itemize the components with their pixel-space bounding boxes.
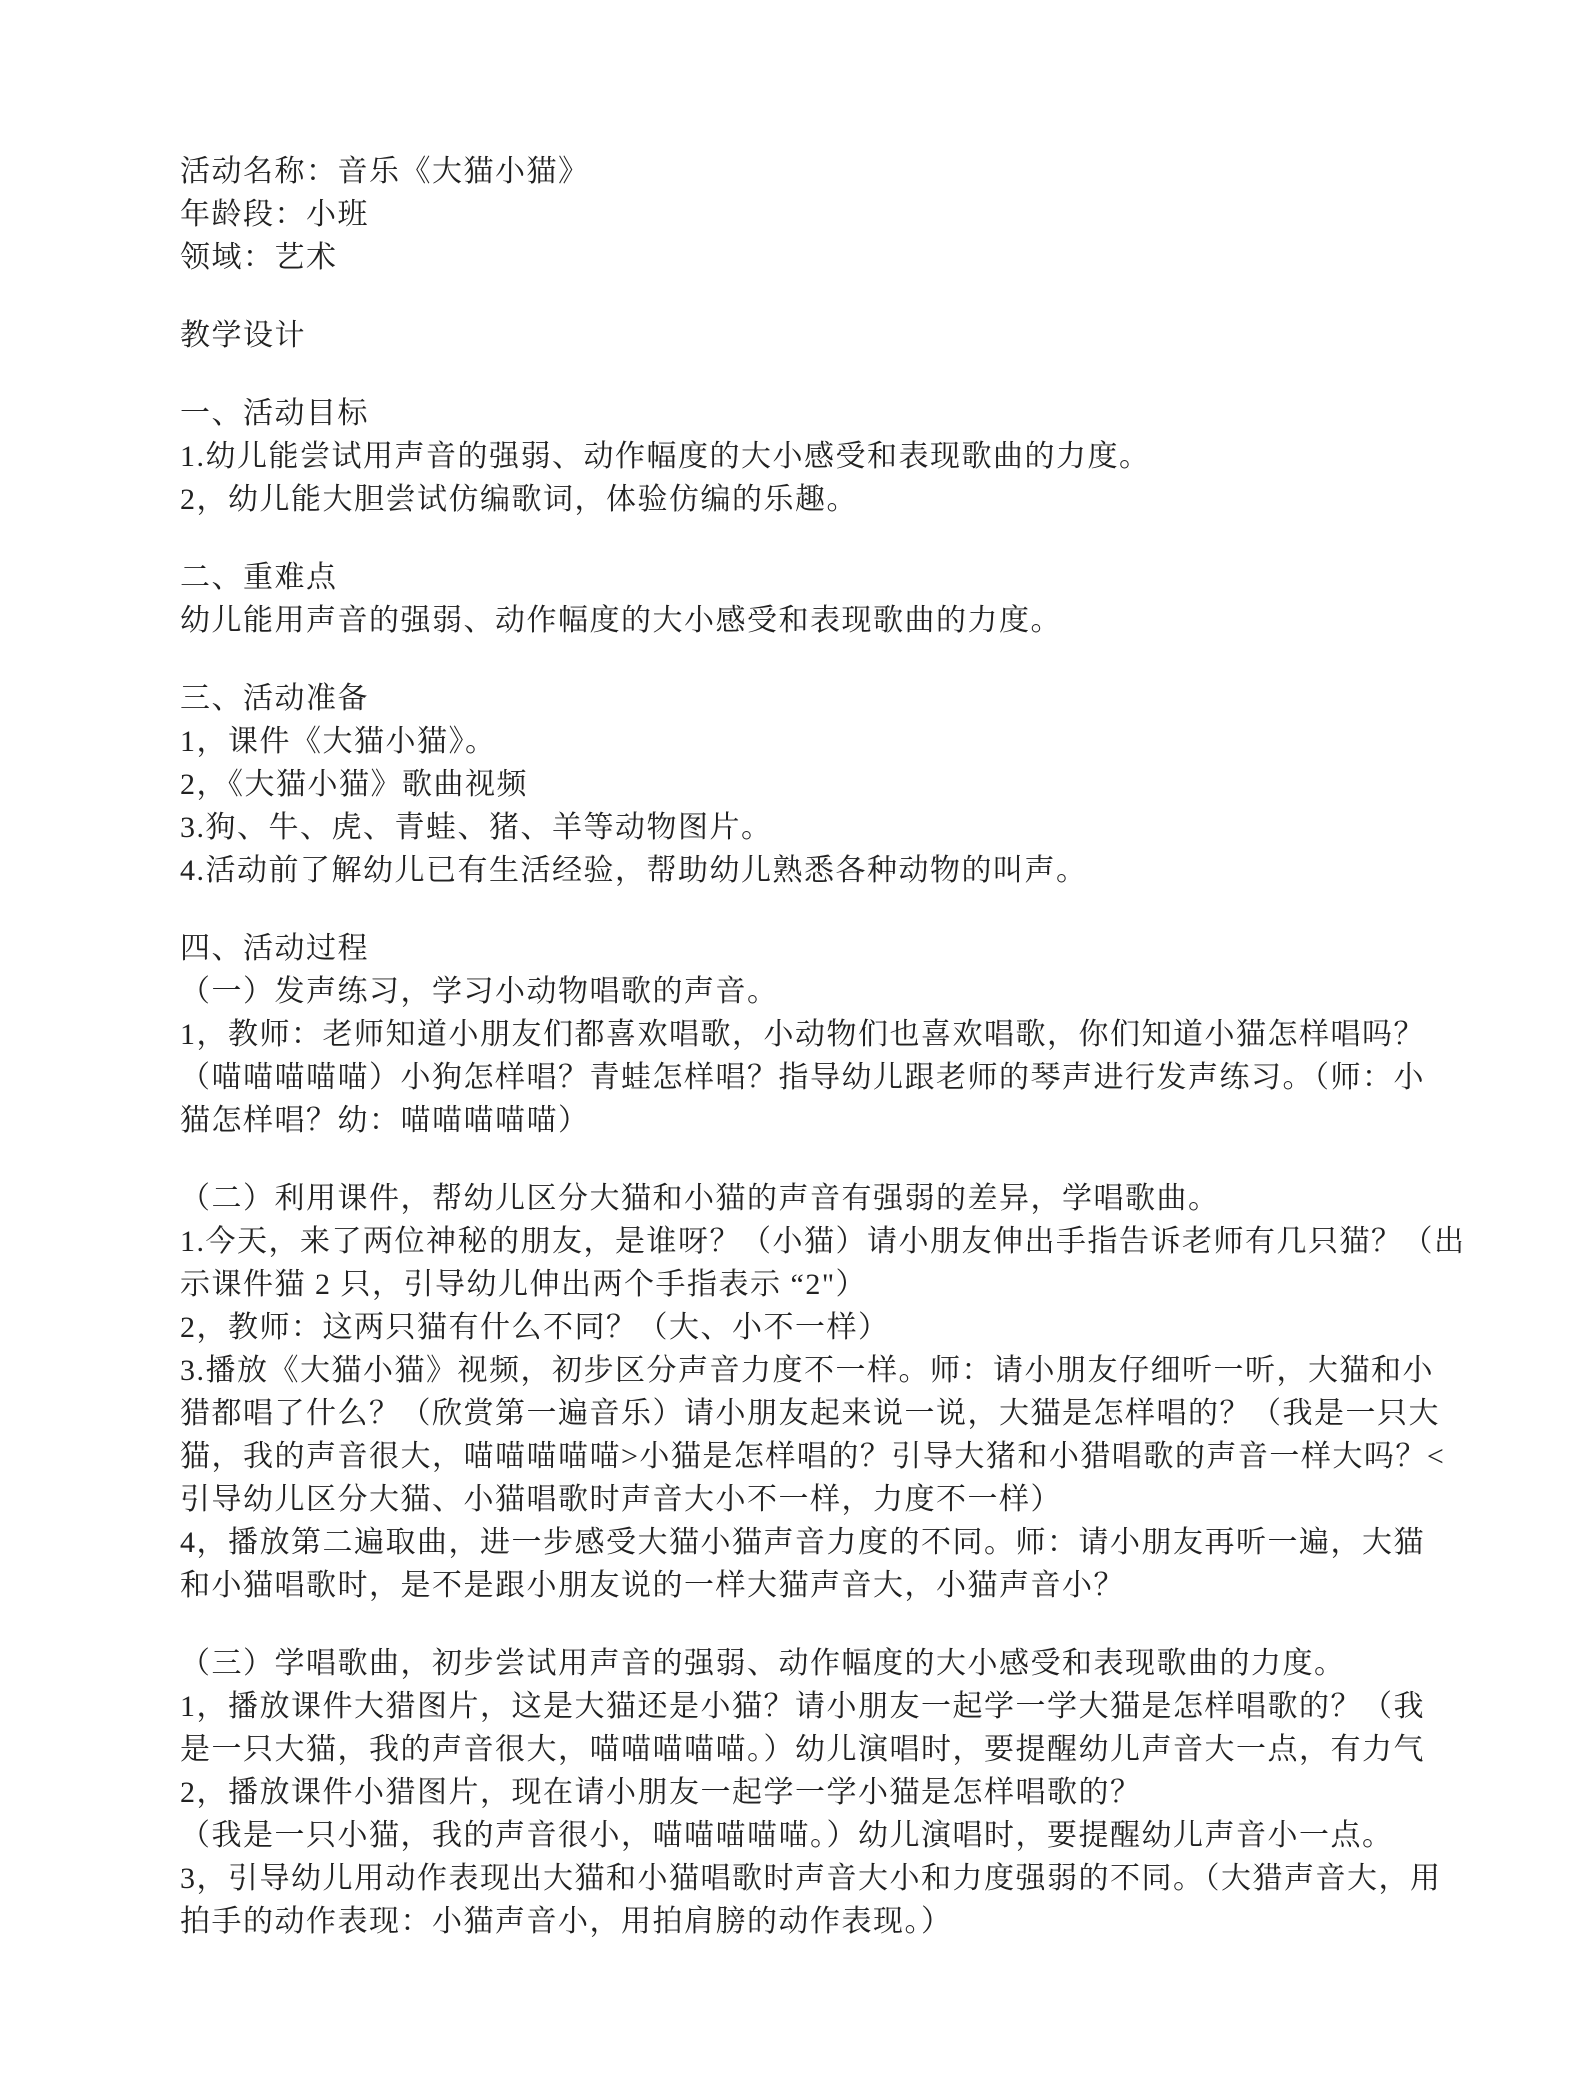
meta-domain: 领域：艺术 [180,241,338,274]
section-heading: （三）学唱歌曲，初步尝试用声音的强弱、动作幅度的大小感受和表现歌曲的力度。 [180,1647,1346,1680]
text-line: 2，教师：这两只猫有什么不同？（大、小不一样） [180,1311,890,1344]
text-line: 4，播放第二遍取曲，进一步感受大猫小猫声音力度的不同。师：请小朋友再听一遍，大猫 [180,1526,1425,1559]
text-line: 拍手的动作表现：小猫声音小，用拍肩膀的动作表现。） [180,1905,953,1938]
text-line: 引导幼儿区分大猫、小猫唱歌时声音大小不一样，力度不一样） [180,1483,1062,1516]
text-line: 2，幼儿能大胆尝试仿编歌词，体验仿编的乐趣。 [180,483,858,516]
text-line: 2，播放课件小猎图片，现在请小朋友一起学一学小猫是怎样唱歌的？ [180,1776,1142,1809]
text-line: 猎都唱了什么？（欣赏第一遍音乐）请小朋友起来说一说，大猫是怎样唱的？（我是一只大 [180,1397,1440,1430]
document-content [180,150,1466,1978]
text-line: 是一只大猫，我的声音很大，喵喵喵喵喵。）幼儿演唱时，要提醒幼儿声音大一点，有力气 [180,1733,1425,1766]
section-heading: 一、活动目标 [180,397,369,430]
text-line: （一）发声练习，学习小动物唱歌的声音。 [180,975,779,1008]
text-line: （喵喵喵喵喵）小狗怎样唱？青蛙怎样唱？指导幼儿跟老师的琴声进行发声练习。（师：小 [180,1061,1425,1094]
section-heading: 二、重难点 [180,561,338,594]
section-heading: 四、活动过程 [180,932,369,965]
text-line: 1，课件《大猫小猫》。 [180,725,497,758]
doc-title: 教学设计 [180,319,306,352]
section-heading: 三、活动准备 [180,682,369,715]
text-line: 1.今天，来了两位神秘的朋友，是谁呀？（小猫）请小朋友伸出手指告诉老师有几只猫？（出 [180,1225,1466,1258]
section-heading: （二）利用课件，帮幼儿区分大猫和小猫的声音有强弱的差异，学唱歌曲。 [180,1182,1220,1215]
section-goals [180,392,1420,521]
doc-meta [180,150,1420,279]
text-line: 示课件猫 2 只，引导幼儿伸出两个手指表示 “2"） [180,1268,868,1301]
section-process-part3 [180,1642,1442,1943]
text-line: 1.幼儿能尝试用声音的强弱、动作幅度的大小感受和表现歌曲的力度。 [180,440,1151,473]
doc-title-block [180,314,1420,357]
text-line: 1，教师：老师知道小朋友们都喜欢唱歌，小动物们也喜欢唱歌，你们知道小猫怎样唱吗？ [180,1018,1425,1051]
text-line: 3.播放《大猫小猫》视频，初步区分声音力度不一样。师：请小朋友仔细听一听，大猫和小 [180,1354,1434,1387]
text-line: （我是一只小猫，我的声音很小，喵喵喵喵喵。）幼儿演唱时，要提醒幼儿声音小一点。 [180,1819,1394,1852]
text-line: 4.活动前了解幼儿已有生活经验，帮助幼儿熟悉各种动物的叫声。 [180,854,1088,887]
text-line: 2，《大猫小猫》歌曲视频 [180,768,528,801]
section-preparation [180,677,1420,892]
meta-activity-name: 活动名称：音乐《大猫小猫》 [180,155,590,188]
text-line: 3，引导幼儿用动作表现出大猫和小猫唱歌时声音大小和力度强弱的不同。（大猎声音大，用 [180,1862,1442,1895]
text-line: 和小猫唱歌时，是不是跟小朋友说的一样大猫声音大，小猫声音小？ [180,1569,1125,1602]
section-process-part2 [180,1177,1466,1607]
section-key-points [180,556,1420,642]
text-line: 猫怎样唱？幼：喵喵喵喵喵） [180,1104,590,1137]
text-line: 幼儿能用声音的强弱、动作幅度的大小感受和表现歌曲的力度。 [180,604,1062,637]
text-line: 3.狗、牛、虎、青蛙、猪、羊等动物图片。 [180,811,773,844]
meta-age-group: 年龄段：小班 [180,198,369,231]
text-line: 1，播放课件大猎图片，这是大猫还是小猫？请小朋友一起学一学大猫是怎样唱歌的？（我 [180,1690,1425,1723]
section-process-part1 [180,927,1425,1142]
text-line: 猫，我的声音很大，喵喵喵喵喵>小猫是怎样唱的？引导大猪和小猎唱歌的声音一样大吗？< [180,1440,1446,1473]
